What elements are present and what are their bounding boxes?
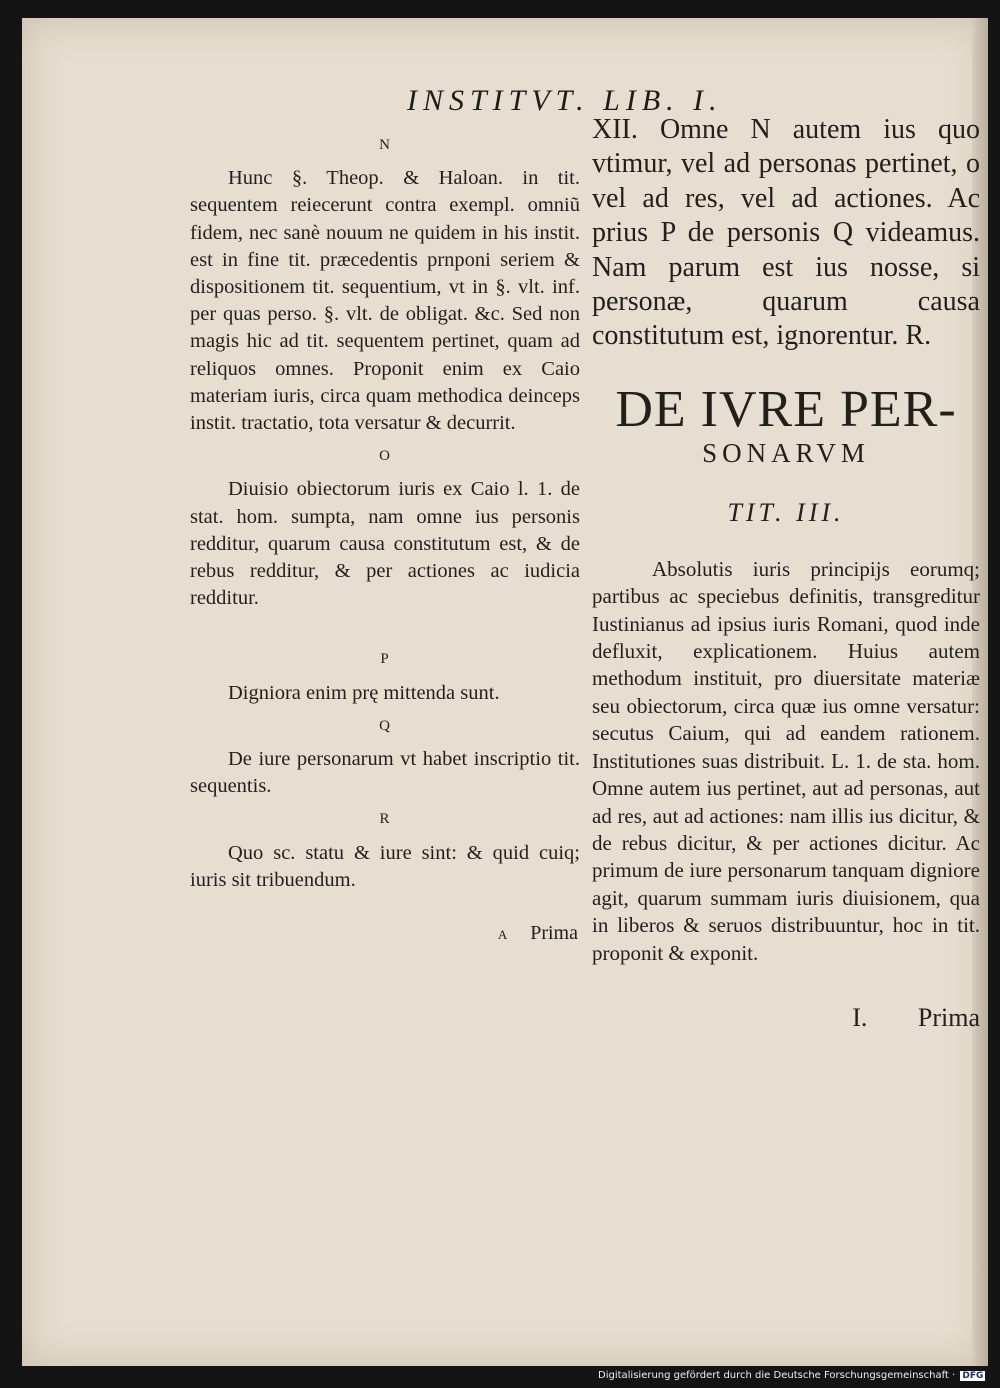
book-page: [22, 18, 988, 1366]
section-title: DE IVRE PER-: [615, 380, 957, 438]
note-r-text: Quo sc. statu & iure sint: & quid cuiq; iuris sit tribuendum.: [190, 841, 580, 891]
credit-text: Digitalisierung gefördert durch die Deutsche Forschungsgemeinschaft: [598, 1370, 949, 1381]
commentary-column: [190, 126, 580, 948]
note-p-text: Digniora enim prę mittenda sunt.: [228, 681, 500, 704]
catchword-left-text: Prima: [530, 922, 578, 945]
note-marker-r: R: [379, 811, 391, 828]
catchword-right-text: Prima: [917, 1002, 980, 1032]
note-marker-q: Q: [379, 717, 391, 734]
section-title-continuation: SONARVM: [702, 437, 870, 468]
paragraph-xii: XII. Omne N autem ius quo vtimur, vel ad personas pertinet, o vel ad res, vel ad actiones. Ac prius P de personis Q videamus. Nam parum est ius nosse, si personæ, quarum causa constitutum est, ignorentur. R.: [592, 114, 980, 352]
running-head: INSTITVT. LIB. I.: [407, 84, 723, 117]
note-n-text: Hunc §. Theop. & Haloan. in tit. sequentem reiecerunt contra exempl. omniũ fidem, nec sanè nouum ne quidem in his instit. est in fine tit. præcedentis prnponi seriem & dispositionem tit. sequentium, vt in §. vlt. inf. per quas perso. §. vlt. de obligat. &c. Sed non magis hic ad tit. sequentem pertinet, quam ad reliquos omnes. Proponit enim ex Caio materiam iuris, circa quam methodica deinceps instit. tractatio, tota versatur & decurrit.: [190, 167, 580, 435]
dfg-logo: DFG: [962, 1371, 984, 1381]
introductory-commentary: Absolutis iuris principijs eorumq; partibus ac speciebus definitis, transgreditur Iustinianus ad ipsius iuris Romani, quod inde defluxit, explicationem. Huius autem methodum instituit, pro diuersitate materiæ seu obiectorum, circa quæ ius omne versatur: secutus Caium, qui ad eandem rationem. Institutiones suas distribuit. L. 1. de sta. hom. Omne autem ius pertinet, aut ad personas, aut ad res, aut ad actiones: nam illis ius dicitur, & de rebus dicitur, & per actiones dicitur. Ac primum de iure personarum tanquam digniore agit, quarum summam iuris diuisionem, qua in liberos & seruos distribuuntur, hoc in tit. proponit & exponit.: [592, 556, 980, 965]
catchword-right-number: I.: [852, 1002, 868, 1032]
main-text-column: [592, 113, 980, 1033]
catchword-left: [190, 920, 580, 948]
note-o-text: Diuisio obiectorum iuris ex Caio l. 1. de stat. hom. sumpta, nam omne ius personis redditur, quarum causa constitutum est, & de rebus redditur, & per actiones ac iudicia redditur.: [190, 478, 580, 610]
catchword-right: [592, 1003, 980, 1033]
title-number: TIT. III.: [727, 497, 845, 527]
note-q-text: De iure personarum vt habet inscriptio tit. sequentis.: [190, 748, 580, 798]
note-marker-o: O: [379, 448, 391, 465]
note-marker-p: P: [380, 651, 390, 668]
digitization-credit: Digitalisierung gefördert durch die Deutsche Forschungsgemeinschaft · DFG: [598, 1370, 984, 1381]
signature-mark: A: [497, 927, 508, 943]
note-marker-n: N: [379, 137, 391, 153]
